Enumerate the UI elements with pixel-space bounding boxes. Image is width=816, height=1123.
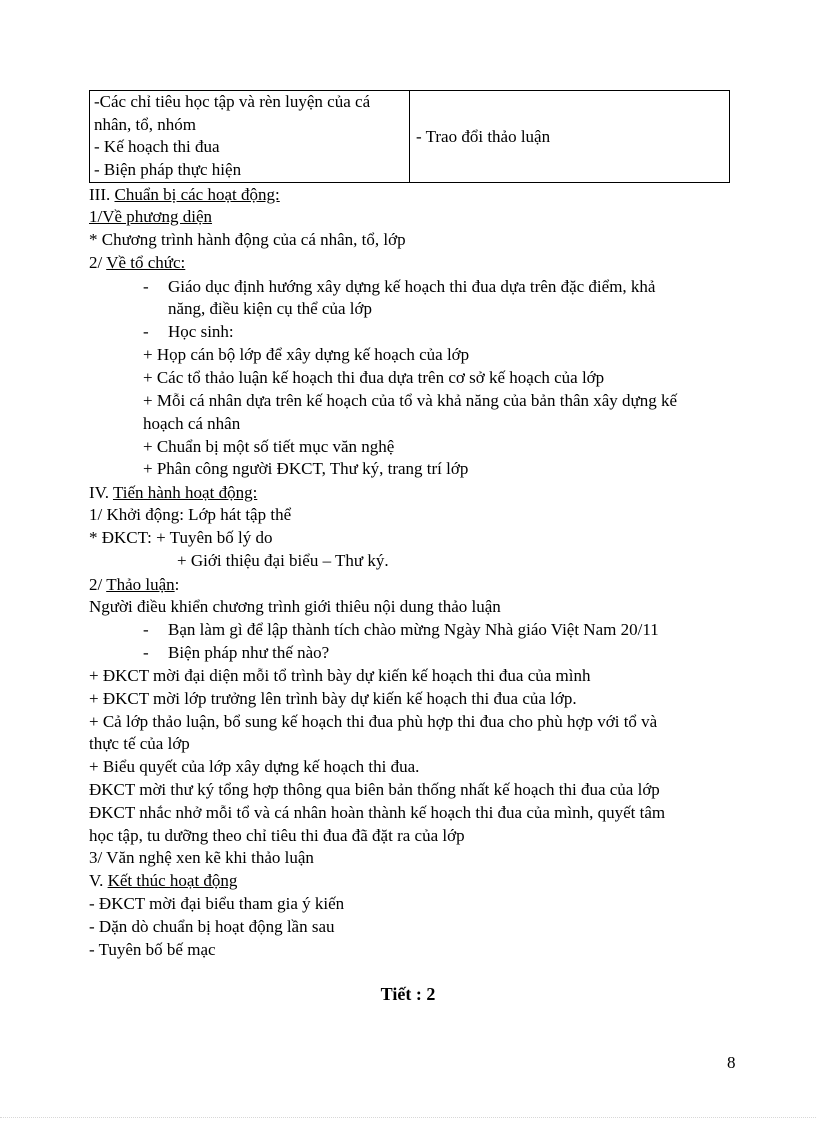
dash-item-text: Bạn làm gì để lập thành tích chào mừng Ngày Nhà giáo Việt Nam 20/11 (168, 620, 659, 639)
plus-item: + Phân công người ĐKCT, Thư ký, trang trí lớp (143, 459, 469, 478)
section-title: Tiến hành hoạt động: (112, 483, 258, 502)
text-line: thực tế của lớp (89, 734, 190, 753)
plus-item: + Mỗi cá nhân dựa trên kế hoạch của tổ và khả năng của bản thân xây dựng kế (143, 391, 678, 410)
section-numeral: III. (89, 185, 111, 204)
subheading-title: Thảo luận (106, 575, 175, 594)
plus-item: + ĐKCT mời lớp trưởng lên trình bày dự kiến kế hoạch thi đua của lớp. (89, 689, 577, 708)
page-number: 8 (727, 1053, 736, 1072)
text-line: ĐKCT nhắc nhở mỗi tổ và cá nhân hoàn thành kế hoạch thi đua của mình, quyết tâm (89, 803, 666, 822)
subheading (89, 574, 179, 596)
table-left-line: - Biện pháp thực hiện (94, 159, 242, 179)
text-line: - Tuyên bố bế mạc (89, 940, 216, 959)
section-iii-heading (89, 184, 280, 206)
section-v-heading (89, 870, 237, 892)
dkct-label: * ĐKCT: (89, 528, 152, 547)
table-left-line: nhân, tổ, nhóm (94, 114, 196, 134)
section-numeral: V. (89, 871, 104, 890)
subheading-number: 2/ (89, 253, 103, 272)
plus-item: + ĐKCT mời đại diện mỗi tổ trình bày dự kiến kế hoạch thi đua của mình (89, 666, 591, 685)
table-right-cell (410, 91, 729, 182)
dash-item: - Bạn làm gì để lập thành tích chào mừng Ngày Nhà giáo Việt Nam 20/11 (143, 620, 659, 639)
table-left-cell (90, 91, 410, 182)
dash-item: - Giáo dục định hướng xây dựng kế hoạch thi đua dựa trên đặc điểm, khả (143, 277, 656, 296)
text-line: hoạch cá nhân (143, 414, 241, 433)
plan-table (89, 90, 730, 183)
text-line: học tập, tu dưỡng theo chỉ tiêu thi đua đã đặt ra của lớp (89, 826, 465, 845)
plus-item: + Biểu quyết của lớp xây dựng kế hoạch thi đua. (89, 757, 420, 776)
text-line: - ĐKCT mời đại biểu tham gia ý kiến (89, 894, 345, 913)
dash-item: - Biện pháp như thế nào? (143, 643, 330, 662)
text-line: 3/ Văn nghệ xen kẽ khi thảo luận (89, 848, 314, 867)
dash-item: - Học sinh: (143, 322, 234, 341)
plus-item: + Chuẩn bị một số tiết mục văn nghệ (143, 437, 395, 456)
text-line: năng, điều kiện cụ thể của lớp (168, 299, 372, 318)
plus-item: + Các tổ thảo luận kế hoạch thi đua dựa trên cơ sở kế hoạch của lớp (143, 368, 605, 387)
table-left-line: -Các chỉ tiêu học tập và rèn luyện của cá (94, 92, 371, 111)
dash-item-text: Học sinh: (168, 322, 234, 341)
subheading-title: Về tổ chức: (106, 253, 186, 272)
text-line: - Dặn dò chuẩn bị hoạt động lần sau (89, 917, 335, 936)
table-right-text: - Trao đổi thảo luận (416, 126, 551, 146)
text-line (89, 527, 273, 549)
subheading-number: 2/ (89, 575, 103, 594)
subheading: 1/Về phương diện (89, 207, 213, 226)
section-numeral: IV. (89, 483, 109, 502)
text-line: Người điều khiển chương trình giới thiêu nội dung thảo luận (89, 597, 501, 616)
dash-item-text: Giáo dục định hướng xây dựng kế hoạch thi đua dựa trên đặc điểm, khả (168, 277, 656, 296)
colon: : (174, 575, 180, 594)
dkct-item: + Tuyên bố lý do (156, 528, 273, 547)
subheading (89, 252, 185, 274)
section-iv-heading (89, 482, 257, 504)
table-left-line: - Kế hoạch thi đua (94, 137, 220, 156)
lesson-title: Tiết : 2 (380, 984, 436, 1004)
text-line: * Chương trình hành động của cá nhân, tổ, lớp (89, 230, 406, 249)
page-bottom-rule (0, 1117, 816, 1118)
section-title: Chuẩn bị các hoạt động: (114, 185, 280, 204)
section-title: Kết thúc hoạt động (107, 871, 238, 890)
dkct-item: + Giới thiệu đại biểu – Thư ký. (177, 551, 389, 570)
plus-item: + Họp cán bộ lớp để xây dựng kế hoạch của lớp (143, 345, 470, 364)
plus-item: + Cả lớp thảo luận, bổ sung kế hoạch thi đua phù hợp thi đua cho phù hợp với tổ và (89, 712, 658, 731)
text-line: ĐKCT mời thư ký tổng hợp thông qua biên bản thống nhất kế hoạch thi đua của lớp (89, 780, 660, 799)
text-line: 1/ Khởi động: Lớp hát tập thể (89, 505, 292, 524)
dash-item-text: Biện pháp như thế nào? (168, 643, 330, 662)
